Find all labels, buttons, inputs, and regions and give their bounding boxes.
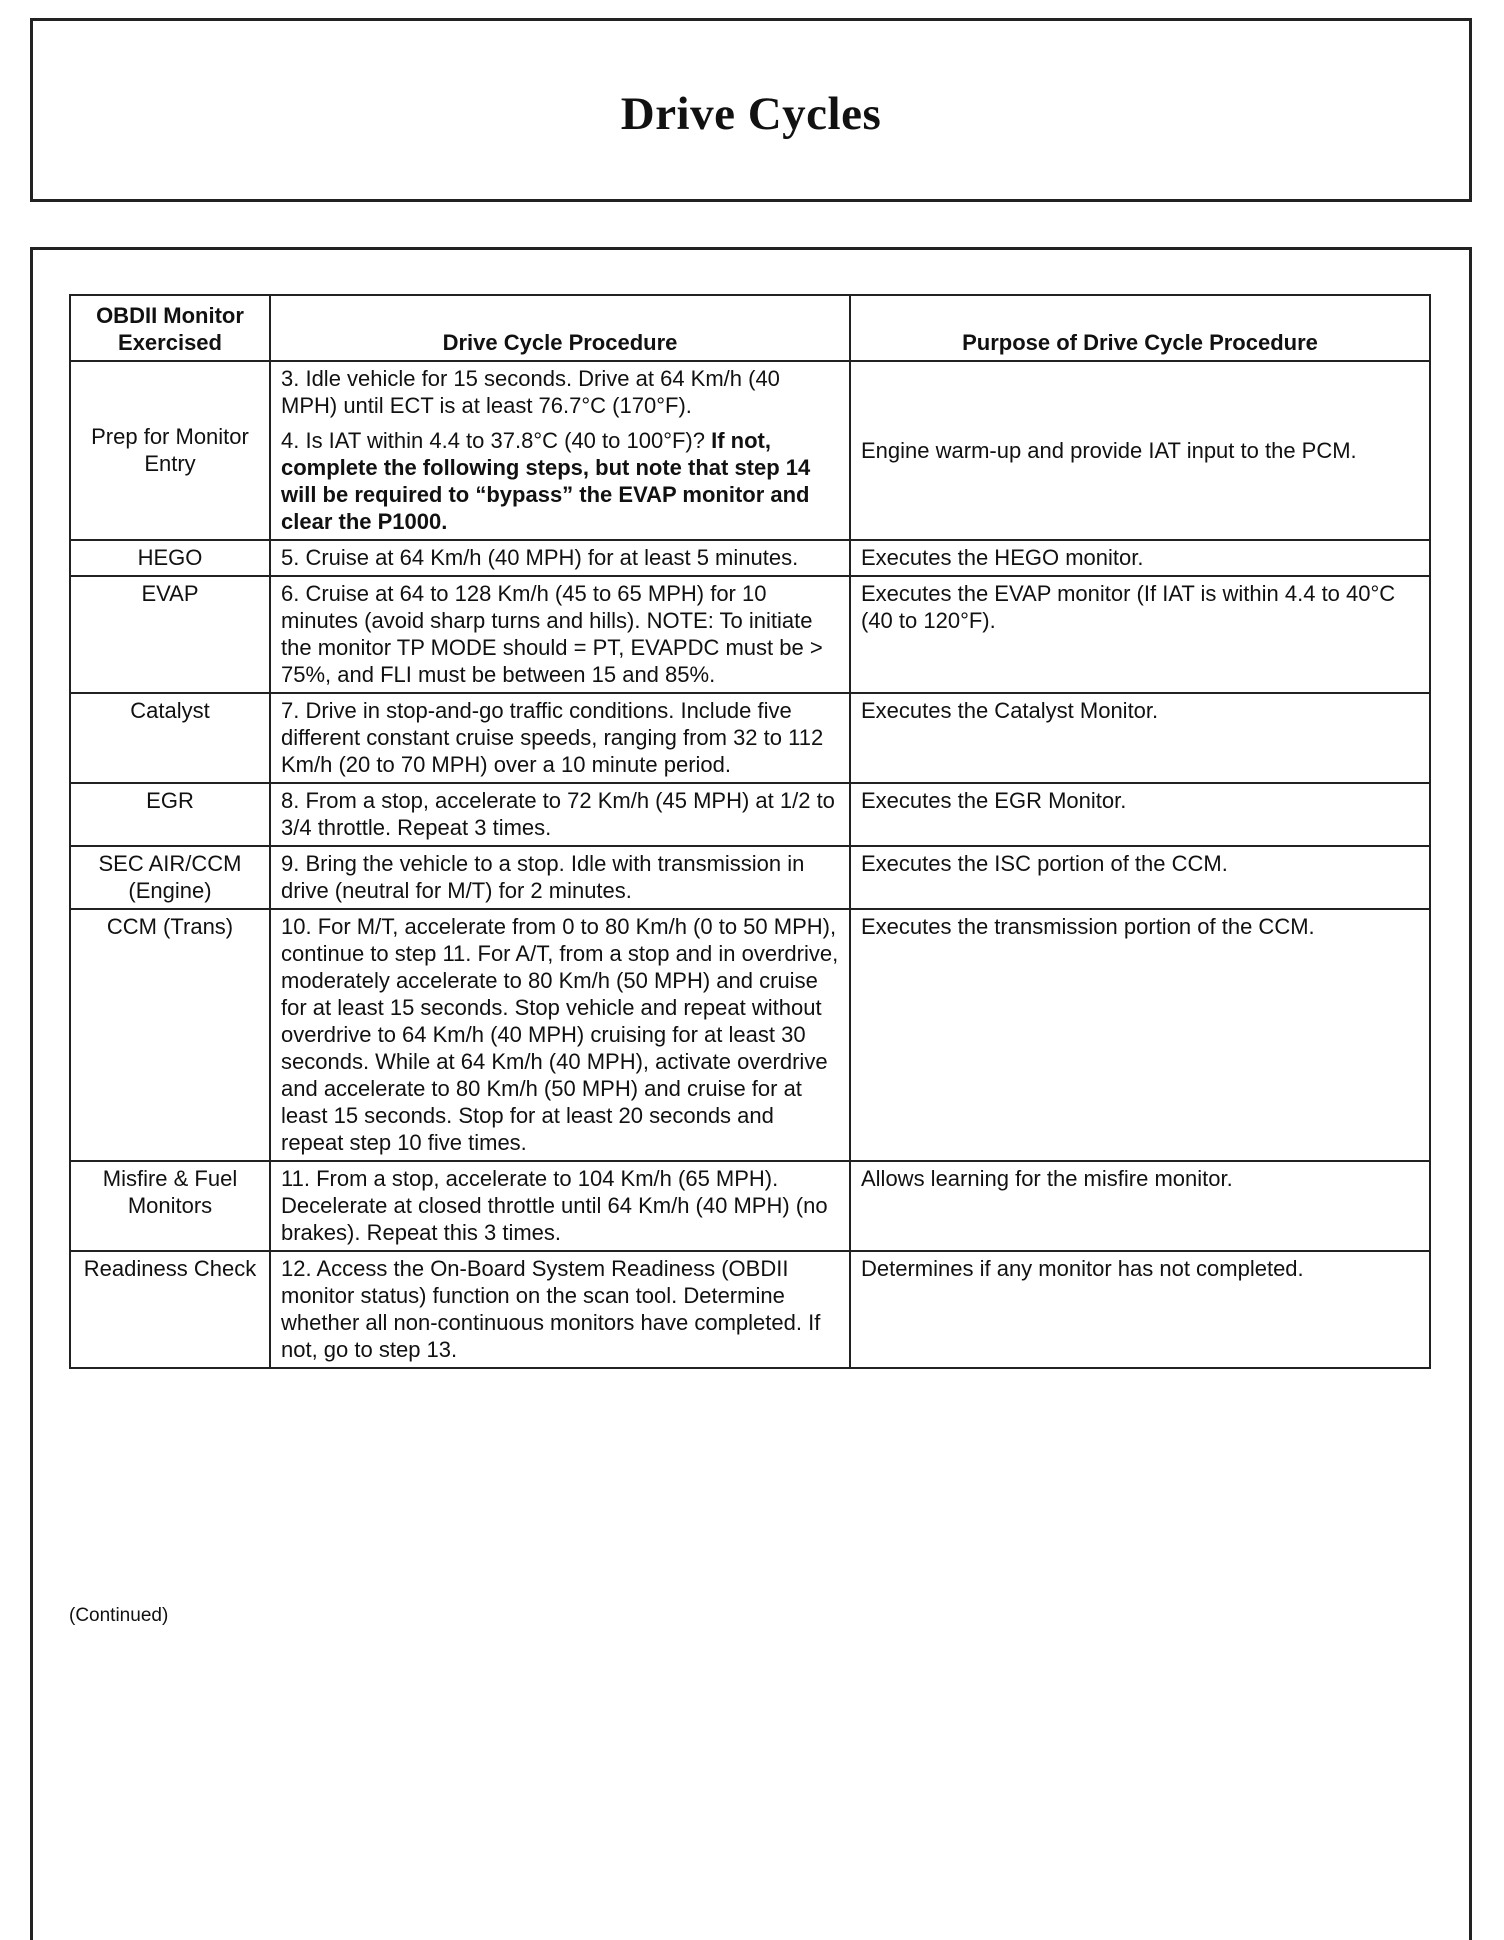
table-row <box>70 846 1430 909</box>
procedure-step-3: 3. Idle vehicle for 15 seconds. Drive at 64 Km/h (40 MPH) until ECT is at least 76.7°C (170°F). <box>281 366 780 418</box>
header-purpose: Purpose of Drive Cycle Procedure <box>850 295 1430 361</box>
purpose-cell: Executes the HEGO monitor. <box>850 540 1430 576</box>
purpose-cell: Executes the Catalyst Monitor. <box>850 693 1430 783</box>
page-title: Drive Cycles <box>620 88 882 140</box>
procedure-cell <box>270 361 850 540</box>
table-row <box>70 783 1430 846</box>
purpose-cell: Executes the EGR Monitor. <box>850 783 1430 846</box>
monitor-cell: HEGO <box>70 540 270 576</box>
content-frame <box>30 247 1472 1940</box>
procedure-cell: 9. Bring the vehicle to a stop. Idle with transmission in drive (neutral for M/T) for 2 minutes. <box>270 846 850 909</box>
monitor-cell: Misfire & Fuel Monitors <box>70 1161 270 1251</box>
procedure-cell: 8. From a stop, accelerate to 72 Km/h (45 MPH) at 1/2 to 3/4 throttle. Repeat 3 times. <box>270 783 850 846</box>
table-row <box>70 576 1430 693</box>
procedure-cell: 5. Cruise at 64 Km/h (40 MPH) for at least 5 minutes. <box>270 540 850 576</box>
purpose-cell: Engine warm-up and provide IAT input to the PCM. <box>850 361 1430 540</box>
monitor-cell: Readiness Check <box>70 1251 270 1368</box>
monitor-cell: SEC AIR/CCM (Engine) <box>70 846 270 909</box>
table-row <box>70 540 1430 576</box>
table-row <box>70 361 1430 540</box>
drive-cycle-table <box>69 294 1431 1369</box>
table-row <box>70 909 1430 1161</box>
purpose-cell: Executes the ISC portion of the CCM. <box>850 846 1430 909</box>
monitor-cell: Prep for Monitor Entry <box>70 361 270 540</box>
purpose-cell: Executes the transmission portion of the CCM. <box>850 909 1430 1161</box>
table-row <box>70 1251 1430 1368</box>
purpose-cell: Executes the EVAP monitor (If IAT is within 4.4 to 40°C (40 to 120°F). <box>850 576 1430 693</box>
monitor-cell: EGR <box>70 783 270 846</box>
table-row <box>70 1161 1430 1251</box>
monitor-cell: EVAP <box>70 576 270 693</box>
procedure-step-4-warning: If not, complete the following steps, but note that step 14 will be required to “bypass” the EVAP monitor and clear the P1000. <box>281 428 811 534</box>
table-header-row <box>70 295 1430 361</box>
procedure-step-4-text: 4. Is IAT within 4.4 to 37.8°C (40 to 100°F)? <box>281 428 705 453</box>
procedure-cell: 6. Cruise at 64 to 128 Km/h (45 to 65 MPH) for 10 minutes (avoid sharp turns and hills). NOTE: To initiate the monitor TP MODE should = PT, EVAPDC must be > 75%, and FLI must be between 15 and 85%. <box>270 576 850 693</box>
purpose-cell: Determines if any monitor has not completed. <box>850 1251 1430 1368</box>
purpose-cell: Allows learning for the misfire monitor. <box>850 1161 1430 1251</box>
procedure-cell: 11. From a stop, accelerate to 104 Km/h (65 MPH). Decelerate at closed throttle until 64 Km/h (40 MPH) (no brakes). Repeat this 3 times. <box>270 1161 850 1251</box>
table-row <box>70 693 1430 783</box>
title-box <box>30 18 1472 202</box>
monitor-cell: Catalyst <box>70 693 270 783</box>
procedure-cell: 10. For M/T, accelerate from 0 to 80 Km/h (0 to 50 MPH), continue to step 11. For A/T, from a stop and in overdrive, moderately accelerate to 80 Km/h (50 MPH) and cruise for at least 15 seconds. Stop vehicle and repeat without overdrive to 64 Km/h (40 MPH) cruising for at least 30 seconds. While at 64 Km/h (40 MPH), activate overdrive and accelerate to 80 Km/h (50 MPH) and cruise for at least 15 seconds. Stop for at least 20 seconds and repeat step 10 five times. <box>270 909 850 1161</box>
continued-note: (Continued) <box>69 1605 169 1626</box>
header-monitor: OBDII Monitor Exercised <box>70 295 270 361</box>
monitor-cell: CCM (Trans) <box>70 909 270 1161</box>
procedure-cell: 7. Drive in stop-and-go traffic conditions. Include five different constant cruise speeds, ranging from 32 to 112 Km/h (20 to 70 MPH) over a 10 minute period. <box>270 693 850 783</box>
header-procedure: Drive Cycle Procedure <box>270 295 850 361</box>
procedure-step-4 <box>281 427 839 535</box>
procedure-cell: 12. Access the On-Board System Readiness (OBDII monitor status) function on the scan tool. Determine whether all non-continuous monitors have completed. If not, go to step 13. <box>270 1251 850 1368</box>
